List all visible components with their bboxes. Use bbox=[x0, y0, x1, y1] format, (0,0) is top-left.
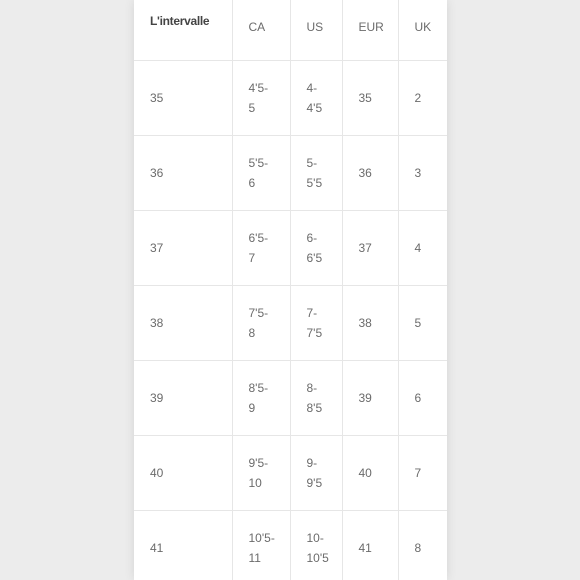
cell-ca-line: 9'5- bbox=[248, 455, 269, 470]
cell-uk: 2 bbox=[398, 60, 447, 135]
cell-us-line: 7'5 bbox=[306, 325, 323, 340]
cell-ca-line: 7'5- bbox=[248, 305, 269, 320]
cell-range: 39 bbox=[134, 360, 232, 435]
cell-us-line: 10- bbox=[306, 530, 324, 545]
table-header-row bbox=[134, 0, 447, 60]
cell-us-line: 4- bbox=[306, 80, 318, 95]
header-us: US bbox=[290, 0, 342, 60]
cell-us bbox=[290, 510, 342, 580]
cell-us bbox=[290, 435, 342, 510]
cell-ca bbox=[232, 210, 290, 285]
cell-uk: 7 bbox=[398, 435, 447, 510]
cell-eur: 40 bbox=[342, 435, 398, 510]
cell-us-line: 7- bbox=[306, 305, 318, 320]
cell-us-line: 5'5 bbox=[306, 175, 323, 190]
table-row bbox=[134, 210, 447, 285]
table-row bbox=[134, 285, 447, 360]
table-row bbox=[134, 60, 447, 135]
cell-ca-line: 9 bbox=[248, 400, 256, 415]
cell-ca bbox=[232, 60, 290, 135]
cell-ca bbox=[232, 135, 290, 210]
cell-ca-line: 6'5- bbox=[248, 230, 269, 245]
cell-uk: 8 bbox=[398, 510, 447, 580]
cell-range: 40 bbox=[134, 435, 232, 510]
cell-eur: 37 bbox=[342, 210, 398, 285]
cell-us bbox=[290, 210, 342, 285]
cell-range: 36 bbox=[134, 135, 232, 210]
cell-ca bbox=[232, 360, 290, 435]
table-row bbox=[134, 435, 447, 510]
cell-us-line: 6- bbox=[306, 230, 318, 245]
cell-us-line: 8'5 bbox=[306, 400, 323, 415]
cell-ca-line: 7 bbox=[248, 250, 256, 265]
cell-uk: 4 bbox=[398, 210, 447, 285]
cell-ca-line: 10'5- bbox=[248, 530, 275, 545]
cell-ca-line: 10 bbox=[248, 475, 262, 490]
cell-ca-line: 8'5- bbox=[248, 380, 269, 395]
header-ca: CA bbox=[232, 0, 290, 60]
cell-ca-line: 5'5- bbox=[248, 155, 269, 170]
header-eur: EUR bbox=[342, 0, 398, 60]
cell-eur: 41 bbox=[342, 510, 398, 580]
cell-ca-line: 4'5- bbox=[248, 80, 269, 95]
cell-us-line: 8- bbox=[306, 380, 318, 395]
cell-ca-line: 8 bbox=[248, 325, 256, 340]
cell-eur: 36 bbox=[342, 135, 398, 210]
header-range: L'intervalle bbox=[134, 0, 232, 60]
cell-eur: 38 bbox=[342, 285, 398, 360]
cell-ca bbox=[232, 285, 290, 360]
cell-eur: 35 bbox=[342, 60, 398, 135]
size-chart-table bbox=[134, 0, 447, 580]
header-uk: UK bbox=[398, 0, 447, 60]
cell-us-line: 4'5 bbox=[306, 100, 323, 115]
table-row bbox=[134, 135, 447, 210]
cell-range: 38 bbox=[134, 285, 232, 360]
cell-us bbox=[290, 135, 342, 210]
cell-us bbox=[290, 60, 342, 135]
cell-uk: 3 bbox=[398, 135, 447, 210]
size-chart-card bbox=[134, 0, 447, 580]
cell-us-line: 6'5 bbox=[306, 250, 323, 265]
cell-eur: 39 bbox=[342, 360, 398, 435]
cell-ca bbox=[232, 435, 290, 510]
cell-us-line: 9- bbox=[306, 455, 318, 470]
cell-us bbox=[290, 285, 342, 360]
cell-uk: 5 bbox=[398, 285, 447, 360]
table-row bbox=[134, 510, 447, 580]
cell-ca-line: 5 bbox=[248, 100, 256, 115]
table-row bbox=[134, 360, 447, 435]
cell-range: 37 bbox=[134, 210, 232, 285]
cell-range: 41 bbox=[134, 510, 232, 580]
cell-us bbox=[290, 360, 342, 435]
cell-ca-line: 6 bbox=[248, 175, 256, 190]
cell-ca-line: 11 bbox=[248, 550, 261, 565]
cell-range: 35 bbox=[134, 60, 232, 135]
cell-us-line: 9'5 bbox=[306, 475, 323, 490]
cell-ca bbox=[232, 510, 290, 580]
cell-us-line: 10'5 bbox=[306, 550, 329, 565]
cell-us-line: 5- bbox=[306, 155, 318, 170]
cell-uk: 6 bbox=[398, 360, 447, 435]
